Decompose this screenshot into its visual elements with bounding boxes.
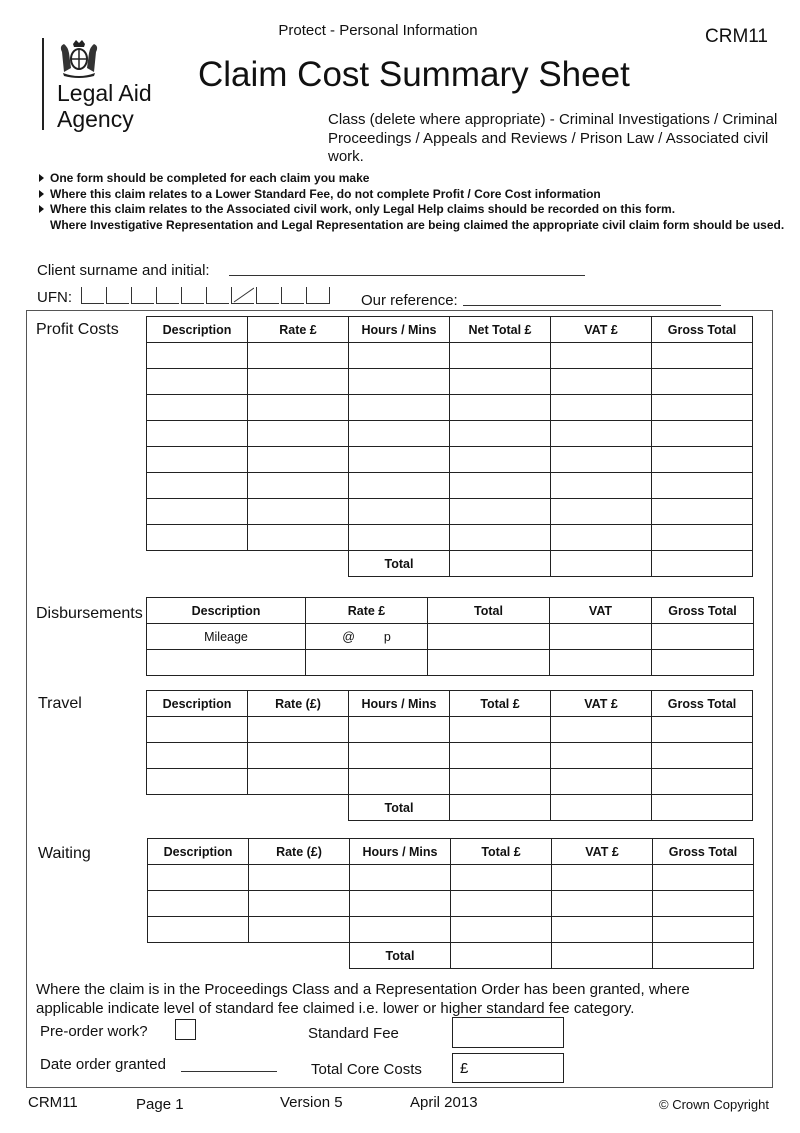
total-cell[interactable] xyxy=(652,551,753,577)
table-row[interactable] xyxy=(147,421,753,447)
table-row[interactable] xyxy=(147,743,753,769)
footer-form-code: CRM11 xyxy=(28,1094,78,1111)
our-reference-label: Our reference: xyxy=(361,292,458,309)
column-header: Gross Total xyxy=(652,317,753,343)
waiting-label: Waiting xyxy=(38,845,91,862)
table-row[interactable] xyxy=(147,369,753,395)
instruction-item: One form should be completed for each claim you make xyxy=(36,171,786,187)
org-name: Legal Aid Agency xyxy=(57,80,152,132)
total-cell[interactable] xyxy=(551,795,652,821)
our-reference-field[interactable] xyxy=(463,305,721,306)
column-header: Description xyxy=(147,317,248,343)
class-selection-text: Class (delete where appropriate) - Criminal Investigations / Criminal Proceedings / Appeals and Reviews / Prison Law / Associated civil work. xyxy=(328,111,778,165)
total-cell[interactable] xyxy=(551,551,652,577)
table-row[interactable] xyxy=(147,650,754,676)
protective-marking: Protect - Personal Information xyxy=(278,22,478,39)
total-core-costs-field[interactable] xyxy=(452,1053,564,1083)
profit-costs-label: Profit Costs xyxy=(36,321,119,338)
table-row[interactable] xyxy=(147,473,753,499)
table-row[interactable] xyxy=(147,717,753,743)
column-header: Rate £ xyxy=(306,598,428,624)
proceedings-note: Where the claim is in the Proceedings Class and a Representation Order has been granted, where applicable indicate level of standard fee claimed i.e. lower or higher standard fee category. xyxy=(36,981,690,1017)
ufn-digit-box[interactable] xyxy=(131,287,154,304)
column-header: VAT £ xyxy=(552,839,653,865)
table-header-row xyxy=(147,691,753,717)
column-header: Rate (£) xyxy=(248,691,349,717)
ufn-digit-box[interactable] xyxy=(106,287,129,304)
column-header: Gross Total xyxy=(652,598,754,624)
form-code: CRM11 xyxy=(705,26,768,47)
table-row[interactable] xyxy=(147,525,753,551)
table-header-row xyxy=(148,839,754,865)
total-cell[interactable] xyxy=(552,943,653,969)
column-header: Gross Total xyxy=(653,839,754,865)
column-header: Total xyxy=(428,598,550,624)
royal-crest-icon xyxy=(56,38,102,78)
client-name-field[interactable] xyxy=(229,275,585,276)
version-label: Version 5 xyxy=(280,1094,343,1111)
page-title: Claim Cost Summary Sheet xyxy=(198,55,630,94)
ufn-digit-box[interactable] xyxy=(306,287,330,304)
total-row xyxy=(148,943,754,969)
ufn-label: UFN: xyxy=(37,289,72,306)
column-header: Hours / Mins xyxy=(349,317,450,343)
pre-order-checkbox[interactable] xyxy=(175,1019,196,1040)
table-row[interactable] xyxy=(148,917,754,943)
mileage-label: Mileage xyxy=(147,624,306,650)
column-header: Gross Total xyxy=(652,691,753,717)
copyright-notice: © Crown Copyright xyxy=(659,1097,770,1112)
total-label: Total xyxy=(350,943,451,969)
pence-unit: p xyxy=(383,629,391,644)
total-row xyxy=(147,551,753,577)
table-header-row xyxy=(147,598,754,624)
ufn-digit-box[interactable] xyxy=(206,287,229,304)
slash-icon xyxy=(232,287,254,303)
table-row[interactable] xyxy=(147,447,753,473)
column-header: Description xyxy=(147,691,248,717)
total-cell[interactable] xyxy=(652,795,753,821)
ufn-digit-box[interactable] xyxy=(156,287,179,304)
logo-divider xyxy=(42,38,44,130)
travel-table xyxy=(146,690,753,821)
table-header-row xyxy=(147,317,753,343)
disbursements-table xyxy=(146,597,754,676)
mileage-row[interactable] xyxy=(147,624,754,650)
table-row[interactable] xyxy=(147,769,753,795)
column-header: VAT £ xyxy=(551,691,652,717)
column-header: Description xyxy=(147,598,306,624)
total-row xyxy=(147,795,753,821)
table-row[interactable] xyxy=(148,891,754,917)
column-header: Hours / Mins xyxy=(349,691,450,717)
instructions-list xyxy=(36,171,786,233)
ufn-digit-box[interactable] xyxy=(181,287,204,304)
client-name-label: Client surname and initial: xyxy=(37,262,210,279)
total-label: Total xyxy=(349,551,450,577)
table-row[interactable] xyxy=(147,395,753,421)
pre-order-label: Pre-order work? xyxy=(40,1023,148,1040)
travel-label: Travel xyxy=(38,695,82,712)
column-header: Description xyxy=(148,839,249,865)
column-header: Rate (£) xyxy=(249,839,350,865)
disbursements-label: Disbursements xyxy=(36,605,143,622)
mileage-rate-cell[interactable] xyxy=(306,624,428,650)
column-header: Hours / Mins xyxy=(350,839,451,865)
ufn-separator-box xyxy=(231,287,254,304)
instruction-item: Where this claim relates to a Lower Standard Fee, do not complete Profit / Core Cost information xyxy=(36,187,786,203)
total-core-costs-label: Total Core Costs xyxy=(311,1061,422,1078)
ufn-digit-box[interactable] xyxy=(256,287,279,304)
date-granted-label: Date order granted xyxy=(40,1056,166,1073)
table-row[interactable] xyxy=(147,343,753,369)
revision-date: April 2013 xyxy=(410,1094,478,1111)
standard-fee-field[interactable] xyxy=(452,1017,564,1048)
ufn-digit-box[interactable] xyxy=(81,287,104,304)
date-granted-field[interactable] xyxy=(181,1071,277,1072)
table-row[interactable] xyxy=(147,499,753,525)
pound-symbol: £ xyxy=(460,1060,469,1077)
table-row[interactable] xyxy=(148,865,754,891)
waiting-table xyxy=(147,838,754,969)
at-symbol: @ xyxy=(342,629,355,644)
total-cell[interactable] xyxy=(451,943,552,969)
ufn-digit-box[interactable] xyxy=(281,287,304,304)
column-header: Net Total £ xyxy=(450,317,551,343)
total-cell[interactable] xyxy=(653,943,754,969)
page-number: Page 1 xyxy=(136,1096,184,1113)
instruction-item: Where this claim relates to the Associated civil work, only Legal Help claims should be recorded on this form. Where Investigative Representation and Legal Representation are being claimed the appropriate civil claim form should be used. xyxy=(36,202,786,233)
profit-costs-table xyxy=(146,316,753,577)
column-header: VAT xyxy=(550,598,652,624)
total-label: Total xyxy=(349,795,450,821)
standard-fee-label: Standard Fee xyxy=(308,1025,399,1042)
column-header: VAT £ xyxy=(551,317,652,343)
column-header: Total £ xyxy=(451,839,552,865)
column-header: Rate £ xyxy=(248,317,349,343)
total-cell[interactable] xyxy=(450,551,551,577)
column-header: Total £ xyxy=(450,691,551,717)
total-cell[interactable] xyxy=(450,795,551,821)
